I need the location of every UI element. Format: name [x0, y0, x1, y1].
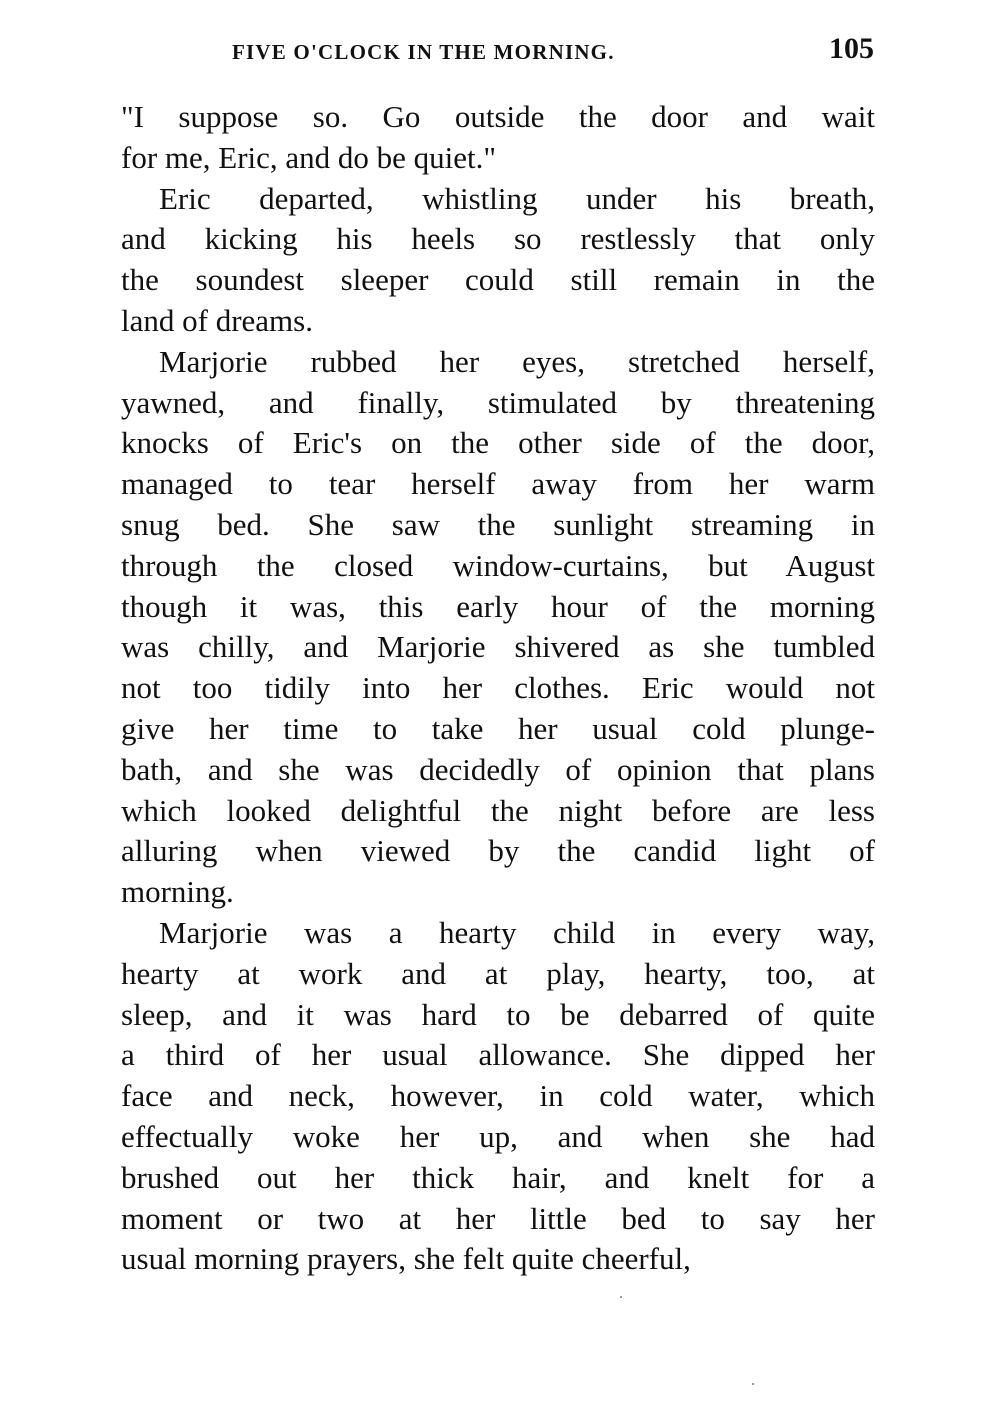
- text-line: morning.: [121, 874, 234, 910]
- text-line: Marjorie rubbed her eyes, stretched herself,: [159, 343, 875, 379]
- text-line: knocks of Eric's on the other side of the door,: [121, 425, 875, 461]
- text-line: usual morning prayers, she felt quite cheerful,: [121, 1241, 691, 1277]
- text-line: bath, and she was decidedly of opinion that plans: [121, 751, 875, 787]
- text-line: which looked delightful the night before are less: [121, 792, 875, 828]
- paragraph: [121, 179, 875, 342]
- text-line: land of dreams.: [121, 302, 313, 338]
- text-line: brushed out her thick hair, and knelt for a: [121, 1159, 875, 1195]
- text-line: through the closed window-curtains, but August: [121, 547, 875, 583]
- text-line: give her time to take her usual cold plunge-: [121, 710, 875, 746]
- text-line: Eric departed, whistling under his breath,: [159, 180, 875, 216]
- text-line: not too tidily into her clothes. Eric would not: [121, 670, 875, 706]
- text-line: the soundest sleeper could still remain in the: [121, 262, 875, 298]
- text-line: Marjorie was a hearty child in every way,: [159, 914, 875, 950]
- text-line: though it was, this early hour of the morning: [121, 588, 875, 624]
- print-speck: [752, 1383, 754, 1385]
- text-line: for me, Eric, and do be quiet.": [121, 139, 497, 175]
- text-line: hearty at work and at play, hearty, too, at: [121, 955, 875, 991]
- text-line: managed to tear herself away from her warm: [121, 466, 875, 502]
- text-line: a third of her usual allowance. She dipped her: [121, 1037, 875, 1073]
- text-line: snug bed. She saw the sunlight streaming in: [121, 506, 875, 542]
- page-number: 105: [829, 32, 874, 65]
- text-line: moment or two at her little bed to say her: [121, 1200, 875, 1236]
- body-text: [121, 97, 875, 1280]
- text-line: "I suppose so. Go outside the door and wait: [121, 99, 875, 134]
- running-head: [122, 30, 874, 70]
- paragraph: [121, 97, 875, 179]
- text-line: effectually woke her up, and when she had: [121, 1118, 875, 1154]
- text-line: and kicking his heels so restlessly that only: [121, 221, 875, 257]
- text-line: sleep, and it was hard to be debarred of quite: [121, 996, 875, 1032]
- text-line: was chilly, and Marjorie shivered as she tumbled: [121, 629, 875, 665]
- text-line: yawned, and finally, stimulated by threatening: [121, 384, 875, 420]
- paragraph: [121, 913, 875, 1280]
- text-line: face and neck, however, in cold water, which: [121, 1078, 875, 1114]
- text-line: alluring when viewed by the candid light of: [121, 833, 875, 869]
- print-speck: [620, 1296, 622, 1298]
- paragraph: [121, 342, 875, 913]
- running-title: FIVE O'CLOCK IN THE MORNING.: [232, 40, 615, 64]
